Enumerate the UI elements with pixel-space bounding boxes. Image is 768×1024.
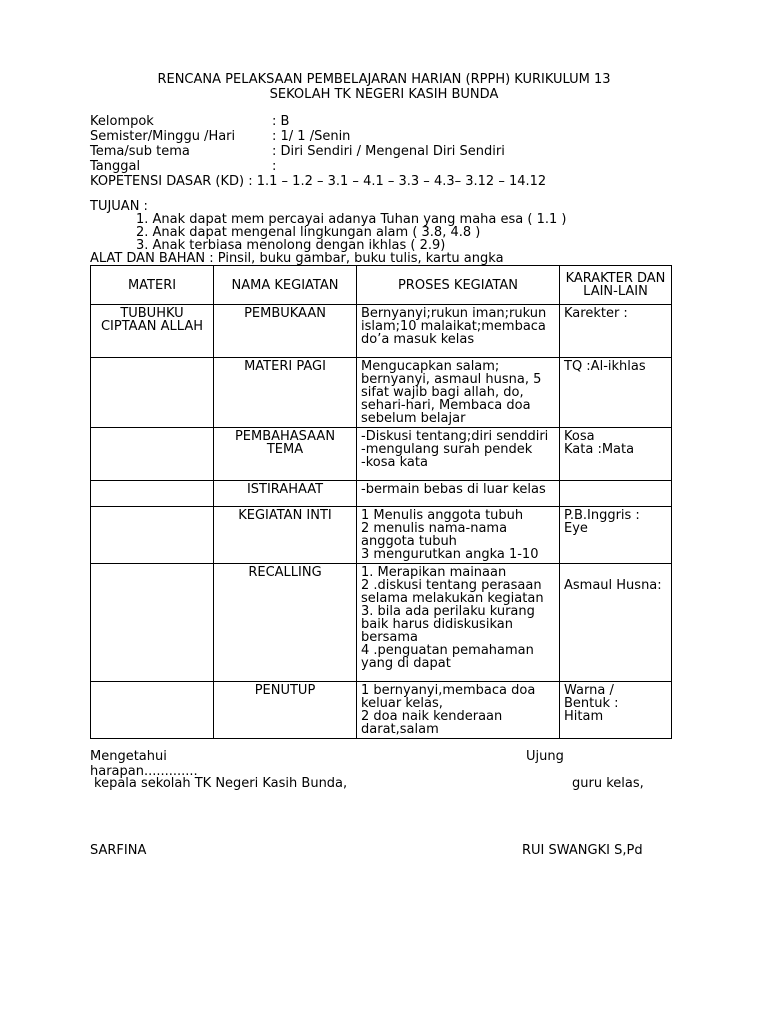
- table-row: [91, 564, 672, 682]
- cell-proses: Mengucapkan salam; bernyanyi, asmaul husna, 5 sifat wajib bagi allah, do, sehari-hari, Membaca doa sebelum belajar: [357, 358, 560, 428]
- cell-kegiatan: PEMBUKAAN: [214, 305, 357, 358]
- signature-teacher: RUI SWANGKI S,Pd: [522, 843, 643, 858]
- alat-bahan: ALAT DAN BAHAN : Pinsil, buku gambar, buku tulis, kartu angka: [90, 251, 504, 266]
- table-row: [91, 305, 672, 358]
- table-row: [91, 358, 672, 428]
- school-name: SEKOLAH TK NEGERI KASIH BUNDA: [269, 87, 499, 102]
- table-row: [91, 428, 672, 481]
- info-label-semester: Semister/Minggu /Hari: [90, 129, 236, 144]
- header-proses-kegiatan: PROSES KEGIATAN: [357, 266, 560, 305]
- header-nama-kegiatan: NAMA KEGIATAN: [214, 266, 357, 305]
- tujuan-label: TUJUAN :: [90, 199, 148, 214]
- tujuan-item: 3. Anak terbiasa menolong dengan ikhlas ( 2.9): [136, 238, 446, 253]
- tujuan-item: 2. Anak dapat mengenal lingkungan alam ( 3.8, 4.8 ): [136, 225, 481, 240]
- cell-karakter: Karekter :: [560, 305, 672, 358]
- header-materi: MATERI: [91, 266, 214, 305]
- cell-proses: 1. Merapikan mainaan 2 .diskusi tentang perasaan selama melakukan kegiatan 3. bila ada perilaku kurang baik harus didiskusikan bersama 4 .penguatan pemahaman yang di dapat: [357, 564, 560, 682]
- table-row: [91, 507, 672, 564]
- header-karakter: KARAKTER DAN LAIN-LAIN: [560, 266, 672, 305]
- cell-karakter: Kosa Kata :Mata: [560, 428, 672, 481]
- info-value-tema: : Diri Sendiri / Mengenal Diri Sendiri: [272, 144, 505, 159]
- info-label-kelompok: Kelompok: [90, 114, 154, 129]
- cell-materi: [91, 428, 214, 481]
- cell-kegiatan: MATERI PAGI: [214, 358, 357, 428]
- cell-materi: [91, 507, 214, 564]
- cell-kegiatan: ISTIRAHAAT: [214, 481, 357, 507]
- tujuan-item: 1. Anak dapat mem percayai adanya Tuhan yang maha esa ( 1.1 ): [136, 212, 567, 227]
- ujung-label: Ujung: [526, 749, 564, 764]
- document-title: RENCANA PELAKSAAN PEMBELAJARAN HARIAN (RPPH) KURIKULUM 13: [157, 72, 611, 87]
- cell-materi: [91, 358, 214, 428]
- cell-materi: TUBUHKU CIPTAAN ALLAH: [91, 305, 214, 358]
- cell-kegiatan: PENUTUP: [214, 682, 357, 739]
- kepala-sekolah-label: kepala sekolah TK Negeri Kasih Bunda,: [94, 776, 348, 791]
- mengetahui-label: Mengetahui: [90, 749, 167, 764]
- info-label-tanggal: Tanggal: [90, 159, 141, 174]
- cell-kegiatan: PEMBAHASAAN TEMA: [214, 428, 357, 481]
- activity-table: [90, 265, 672, 739]
- table-header-row: [91, 266, 672, 305]
- kompetensi-dasar: KOPETENSI DASAR (KD) : 1.1 – 1.2 – 3.1 – 4.1 – 3.3 – 4.3– 3.12 – 14.12: [90, 174, 547, 189]
- cell-materi: [91, 682, 214, 739]
- cell-kegiatan: KEGIATAN INTI: [214, 507, 357, 564]
- info-value-semester: : 1/ 1 /Senin: [272, 129, 351, 144]
- cell-proses: -bermain bebas di luar kelas: [357, 481, 560, 507]
- cell-materi: [91, 481, 214, 507]
- cell-proses: -Diskusi tentang;diri senddiri -mengulang surah pendek -kosa kata: [357, 428, 560, 481]
- cell-proses: 1 Menulis anggota tubuh 2 menulis nama-nama anggota tubuh 3 mengurutkan angka 1-10: [357, 507, 560, 564]
- cell-karakter: Asmaul Husna:: [560, 564, 672, 682]
- cell-kegiatan: RECALLING: [214, 564, 357, 682]
- cell-proses: Bernyanyi;rukun iman;rukun islam;10 malaikat;membaca do’a masuk kelas: [357, 305, 560, 358]
- cell-materi: [91, 564, 214, 682]
- guru-kelas-label: guru kelas,: [572, 776, 644, 791]
- cell-karakter: TQ :Al-ikhlas: [560, 358, 672, 428]
- table-row: [91, 682, 672, 739]
- cell-karakter: [560, 481, 672, 507]
- info-label-tema: Tema/sub tema: [90, 144, 190, 159]
- table-row: [91, 481, 672, 507]
- cell-karakter: Warna / Bentuk : Hitam: [560, 682, 672, 739]
- signature-principal: SARFINA: [90, 843, 147, 858]
- cell-proses: 1 bernyanyi,membaca doa keluar kelas, 2 doa naik kenderaan darat,salam: [357, 682, 560, 739]
- harapan-label: harapan.............: [90, 764, 198, 779]
- info-value-tanggal: :: [272, 159, 277, 174]
- cell-karakter: P.B.Inggris : Eye: [560, 507, 672, 564]
- info-value-kelompok: : B: [272, 114, 290, 129]
